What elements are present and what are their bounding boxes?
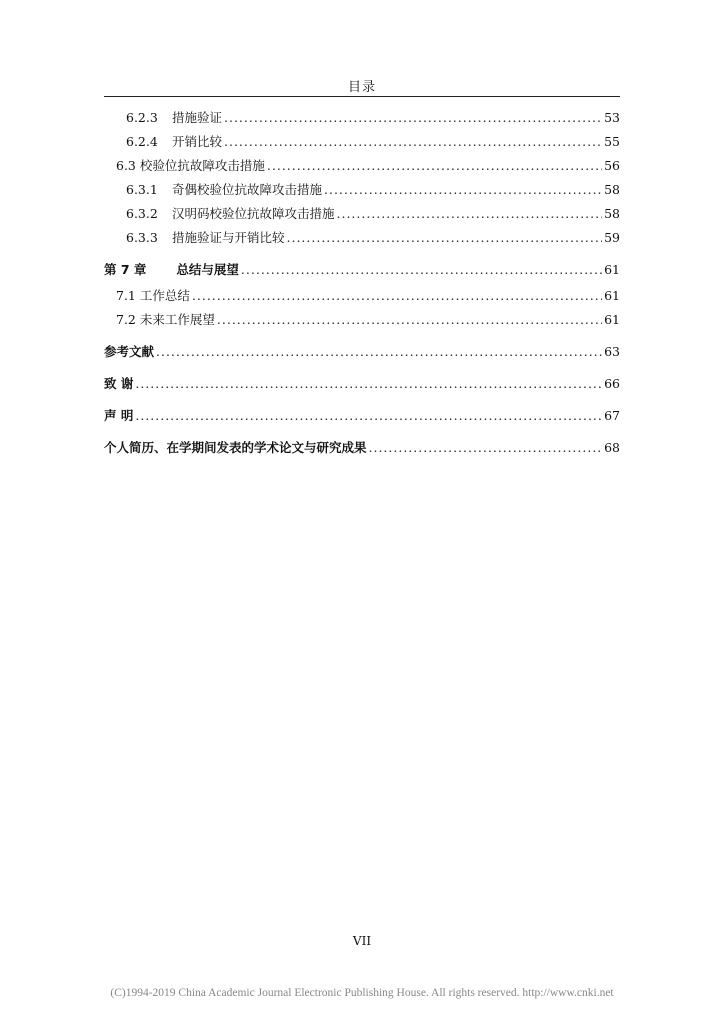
toc-entry-6-3-2[interactable] xyxy=(126,206,620,222)
toc-entry-number: 6.3 xyxy=(116,158,136,173)
toc-leader-dots xyxy=(224,134,602,150)
toc-entry-page: 63 xyxy=(604,344,620,359)
toc-entry-title: 未来工作展望 xyxy=(139,312,215,327)
toc-leader-dots xyxy=(324,182,602,198)
toc-entry-title: 工作总结 xyxy=(139,288,190,303)
toc-entry-number: 6.2.3 xyxy=(126,110,158,125)
toc-leader-dots xyxy=(337,206,603,222)
toc-leader-dots xyxy=(156,344,602,360)
toc-entry-page: 66 xyxy=(604,376,620,391)
toc-entry-title: 措施验证与开销比较 xyxy=(172,230,285,245)
toc-entry-page: 58 xyxy=(604,182,620,197)
toc-leader-dots xyxy=(224,110,602,126)
toc-entry-acknowledgements[interactable] xyxy=(104,376,620,392)
toc-chapter-number: 第 7 章 xyxy=(104,262,147,277)
toc-entry-page: 61 xyxy=(604,288,620,303)
toc-entry-title: 致 谢 xyxy=(104,376,134,391)
toc-leader-dots xyxy=(135,376,602,392)
toc-entry-6-2-3[interactable] xyxy=(126,110,620,126)
toc-entry-page: 58 xyxy=(604,206,620,221)
toc-chapter-title: 总结与展望 xyxy=(176,262,239,277)
page-number: VII xyxy=(352,934,372,948)
toc-entry-page: 68 xyxy=(604,440,620,455)
toc-entry-title: 开销比较 xyxy=(172,134,223,149)
toc-entry-7-1[interactable] xyxy=(116,288,620,304)
toc-entry-chapter-7[interactable] xyxy=(104,262,620,278)
toc-entry-declaration[interactable] xyxy=(104,408,620,424)
toc-entry-6-3-3[interactable] xyxy=(126,230,620,246)
toc-entry-resume[interactable] xyxy=(104,440,620,456)
toc-leader-dots xyxy=(135,408,602,424)
toc-entry-references[interactable] xyxy=(104,344,620,360)
toc-entry-title: 奇偶校验位抗故障攻击措施 xyxy=(172,182,323,197)
toc-entry-page: 56 xyxy=(604,158,620,173)
toc-entry-page: 53 xyxy=(604,110,620,125)
toc-leader-dots xyxy=(369,440,603,456)
toc-leader-dots xyxy=(267,158,602,174)
toc-entry-number: 7.1 xyxy=(116,288,136,303)
toc-leader-dots xyxy=(287,230,603,246)
toc-entry-page: 55 xyxy=(604,134,620,149)
toc-entry-7-2[interactable] xyxy=(116,312,620,328)
toc-entry-title: 汉明码校验位抗故障攻击措施 xyxy=(172,206,335,221)
toc-entry-number: 6.3.3 xyxy=(126,230,158,245)
toc-entry-title: 个人简历、在学期间发表的学术论文与研究成果 xyxy=(104,440,367,455)
page-header-title: 目录 xyxy=(347,80,376,95)
toc-entry-6-3[interactable] xyxy=(116,158,620,174)
toc-entry-title: 参考文献 xyxy=(104,344,155,359)
toc-entry-6-2-4[interactable] xyxy=(126,134,620,150)
toc-entry-6-3-1[interactable] xyxy=(126,182,620,198)
toc-entry-number: 6.3.2 xyxy=(126,206,158,221)
toc-leader-dots xyxy=(217,312,602,328)
toc-entry-page: 67 xyxy=(604,408,620,423)
toc-entry-page: 59 xyxy=(604,230,620,245)
toc-entry-page: 61 xyxy=(604,262,620,277)
toc-entry-title: 措施验证 xyxy=(172,110,223,125)
copyright-footer: (C)1994-2019 China Academic Journal Electronic Publishing House. All rights reserved. http://www.cnki.net xyxy=(110,987,614,999)
toc-entry-number: 7.2 xyxy=(116,312,136,327)
toc-entry-number: 6.2.4 xyxy=(126,134,158,149)
toc-entry-title: 声 明 xyxy=(104,408,134,423)
toc-entry-title: 校验位抗故障攻击措施 xyxy=(139,158,265,173)
header-rule xyxy=(104,96,620,97)
toc-entry-page: 61 xyxy=(604,312,620,327)
toc-leader-dots xyxy=(241,262,602,278)
toc-entry-number: 6.3.1 xyxy=(126,182,158,197)
toc-leader-dots xyxy=(192,288,602,304)
